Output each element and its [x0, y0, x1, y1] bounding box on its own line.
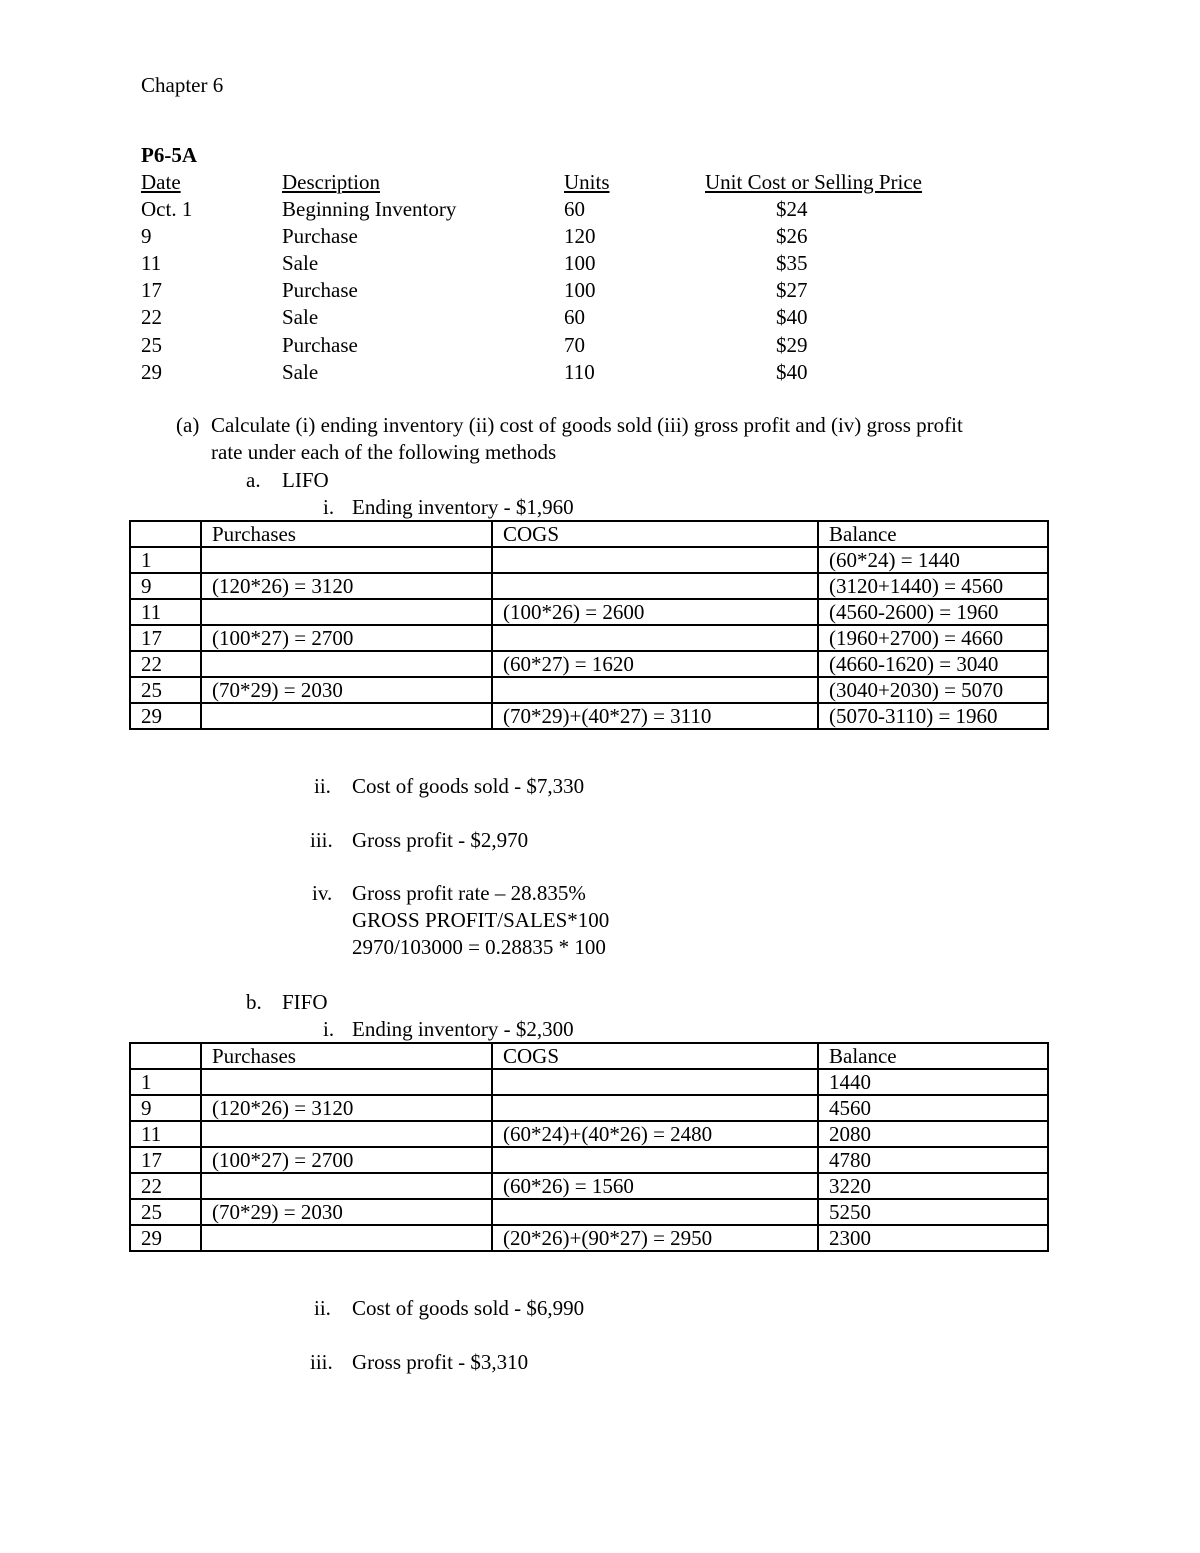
row-cost: $24 [776, 197, 808, 222]
table-cell: 4560 [818, 1095, 1048, 1121]
header-cell: Purchases [201, 521, 492, 547]
row-cost: $29 [776, 332, 808, 357]
row-date: Oct. 1 [141, 197, 193, 222]
row-cost: $40 [776, 359, 808, 384]
lifo-marker: a. [246, 468, 261, 492]
question-marker: (a) [176, 413, 200, 437]
table-row [130, 677, 1048, 703]
row-cost: $40 [776, 305, 808, 330]
table-cell [201, 1225, 492, 1251]
lifo-gp-marker: iii. [310, 828, 333, 852]
table-cell: (120*26) = 3120 [201, 1095, 492, 1121]
table-row [130, 547, 1048, 573]
table-cell: (70*29) = 2030 [201, 1199, 492, 1225]
row-units: 60 [564, 197, 585, 222]
table-cell: (100*27) = 2700 [201, 625, 492, 651]
table-cell: 9 [130, 573, 201, 599]
table-cell [492, 677, 818, 703]
table-cell: 29 [130, 703, 201, 729]
table-cell: (70*29)+(40*27) = 3110 [492, 703, 818, 729]
table-cell: 17 [130, 1147, 201, 1173]
question-line-2: rate under each of the following methods [211, 440, 557, 464]
table-cell: 5250 [818, 1199, 1048, 1225]
table-cell: (60*26) = 1560 [492, 1173, 818, 1199]
lifo-ending-inventory: Ending inventory - $1,960 [352, 495, 574, 519]
table-cell: (4560-2600) = 1960 [818, 599, 1048, 625]
table-row [130, 1147, 1048, 1173]
table-row [130, 625, 1048, 651]
row-description: Sale [282, 251, 319, 276]
fifo-gross-profit: Gross profit - $3,310 [352, 1350, 529, 1374]
table-cell [492, 1199, 818, 1225]
fifo-ending-inventory: Ending inventory - $2,300 [352, 1017, 574, 1041]
table-cell [492, 1095, 818, 1121]
row-description: Sale [282, 305, 319, 330]
header-cell [130, 1043, 201, 1069]
table-row [130, 1069, 1048, 1095]
table-cell: (60*27) = 1620 [492, 651, 818, 677]
table-cell: 4780 [818, 1147, 1048, 1173]
table-cell: (5070-3110) = 1960 [818, 703, 1048, 729]
row-date: 11 [141, 251, 162, 276]
header-cell: COGS [492, 1043, 818, 1069]
table-cell: (1960+2700) = 4660 [818, 625, 1048, 651]
fifo-table [129, 1042, 1049, 1252]
table-cell: 25 [130, 1199, 201, 1225]
table-cell: 11 [130, 1121, 201, 1147]
table-row [130, 599, 1048, 625]
table-row [130, 651, 1048, 677]
table-cell: 22 [130, 1173, 201, 1199]
table-cell [201, 547, 492, 573]
row-units: 60 [564, 305, 585, 330]
lifo-table [129, 520, 1049, 730]
table-cell: (3040+2030) = 5070 [818, 677, 1048, 703]
table-row [130, 1199, 1048, 1225]
table-cell: 2080 [818, 1121, 1048, 1147]
row-units: 70 [564, 332, 585, 357]
chapter-title: Chapter 6 [141, 73, 224, 97]
lifo-ending-marker: i. [323, 495, 335, 519]
table-cell: (4660-1620) = 3040 [818, 651, 1048, 677]
header-cost: Unit Cost or Selling Price [705, 170, 922, 194]
row-date: 29 [141, 359, 162, 384]
table-cell: (120*26) = 3120 [201, 573, 492, 599]
table-header-row [130, 1043, 1048, 1069]
table-cell: 9 [130, 1095, 201, 1121]
table-cell: 29 [130, 1225, 201, 1251]
problem-code: P6-5A [141, 143, 197, 167]
lifo-cogs: Cost of goods sold - $7,330 [352, 774, 585, 798]
row-description: Purchase [282, 224, 358, 249]
fifo-ending-marker: i. [323, 1017, 335, 1041]
row-description: Purchase [282, 278, 358, 303]
table-cell: (60*24)+(40*26) = 2480 [492, 1121, 818, 1147]
table-cell [492, 1147, 818, 1173]
row-date: 9 [141, 224, 152, 249]
row-units: 100 [564, 278, 596, 303]
row-cost: $35 [776, 251, 808, 276]
table-row [130, 1173, 1048, 1199]
table-cell: (100*27) = 2700 [201, 1147, 492, 1173]
fifo-cogs: Cost of goods sold - $6,990 [352, 1296, 585, 1320]
header-date: Date [141, 170, 181, 194]
table-cell: 1 [130, 1069, 201, 1095]
fifo-cogs-marker: ii. [314, 1296, 331, 1320]
row-description: Sale [282, 359, 319, 384]
table-cell [201, 651, 492, 677]
row-units: 120 [564, 224, 596, 249]
table-cell [201, 1069, 492, 1095]
table-cell [492, 625, 818, 651]
table-cell [201, 1121, 492, 1147]
fifo-gp-marker: iii. [310, 1350, 333, 1374]
table-row [130, 573, 1048, 599]
table-cell: (20*26)+(90*27) = 2950 [492, 1225, 818, 1251]
table-cell: (100*26) = 2600 [492, 599, 818, 625]
row-date: 17 [141, 278, 162, 303]
table-cell: 11 [130, 599, 201, 625]
lifo-rate: Gross profit rate – 28.835% [352, 881, 586, 905]
table-cell: 22 [130, 651, 201, 677]
table-cell: (70*29) = 2030 [201, 677, 492, 703]
lifo-gross-profit: Gross profit - $2,970 [352, 828, 529, 852]
row-description: Purchase [282, 332, 358, 357]
row-date: 25 [141, 332, 162, 357]
header-cell [130, 521, 201, 547]
table-cell [492, 1069, 818, 1095]
lifo-rate-marker: iv. [312, 881, 333, 905]
table-cell [201, 1173, 492, 1199]
row-date: 22 [141, 305, 162, 330]
table-cell [492, 573, 818, 599]
table-row [130, 1121, 1048, 1147]
fifo-marker: b. [246, 990, 262, 1014]
table-cell: 2300 [818, 1225, 1048, 1251]
lifo-title: LIFO [282, 468, 329, 492]
row-units: 110 [564, 359, 595, 384]
table-cell: 1440 [818, 1069, 1048, 1095]
table-cell [201, 599, 492, 625]
header-cell: COGS [492, 521, 818, 547]
table-header-row [130, 521, 1048, 547]
row-cost: $26 [776, 224, 808, 249]
table-cell [201, 703, 492, 729]
header-description: Description [282, 170, 380, 194]
row-cost: $27 [776, 278, 808, 303]
table-row [130, 703, 1048, 729]
row-description: Beginning Inventory [282, 197, 457, 222]
table-cell: 1 [130, 547, 201, 573]
header-cell: Balance [818, 1043, 1048, 1069]
row-units: 100 [564, 251, 596, 276]
lifo-cogs-marker: ii. [314, 774, 331, 798]
header-cell: Balance [818, 521, 1048, 547]
table-cell: (3120+1440) = 4560 [818, 573, 1048, 599]
fifo-title: FIFO [282, 990, 328, 1014]
table-cell: 3220 [818, 1173, 1048, 1199]
table-row [130, 1225, 1048, 1251]
table-cell [492, 547, 818, 573]
table-cell: 25 [130, 677, 201, 703]
header-units: Units [564, 170, 610, 194]
table-row [130, 1095, 1048, 1121]
lifo-rate-calc: 2970/103000 = 0.28835 * 100 [352, 935, 606, 959]
table-cell: 17 [130, 625, 201, 651]
lifo-rate-formula: GROSS PROFIT/SALES*100 [352, 908, 610, 932]
header-cell: Purchases [201, 1043, 492, 1069]
table-cell: (60*24) = 1440 [818, 547, 1048, 573]
question-line-1: Calculate (i) ending inventory (ii) cost of goods sold (iii) gross profit and (iv) gross profit [211, 413, 963, 437]
